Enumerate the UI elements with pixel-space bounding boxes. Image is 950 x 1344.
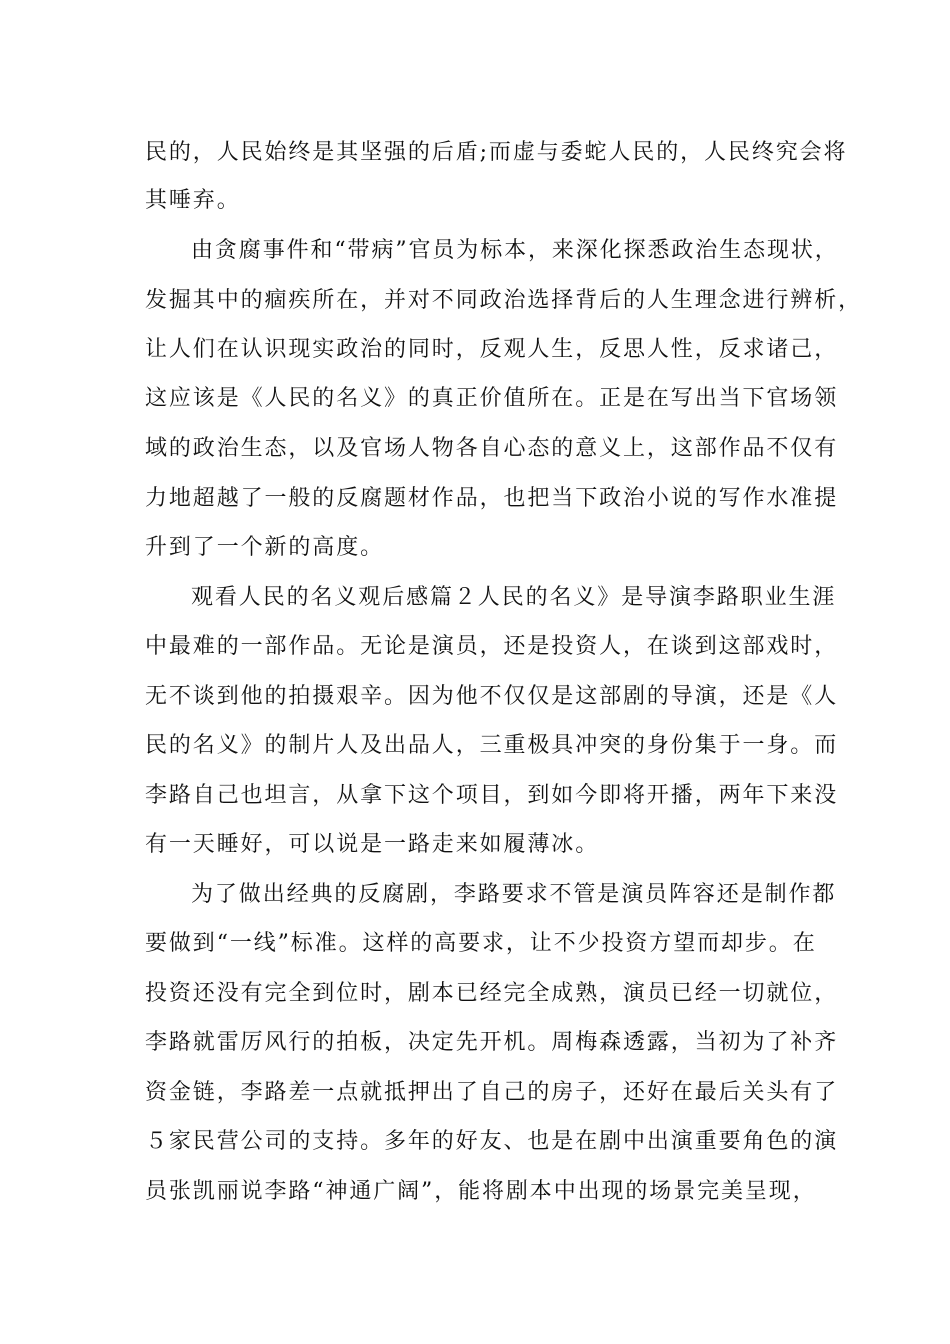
text-line: 投资还没有完全到位时，剧本已经完全成熟，演员已经一切就位， [145,981,839,1006]
text-line: 力地超越了一般的反腐题材作品，也把当下政治小说的写作水准提 [145,486,839,511]
text-line: 升到了一个新的高度。 [145,535,385,560]
paragraph-first-line: 为了做出经典的反腐剧，李路要求不管是演员阵容还是制作都 [191,882,837,907]
paragraph-first-line: 由贪腐事件和“带病”官员为标本，来深化探悉政治生态现状， [191,238,839,263]
paragraph-first-line: 观看人民的名义观后感篇２人民的名义》是导演李路职业生涯 [191,585,837,610]
text-line: 资金链，李路差一点就抵押出了自己的房子，还好在最后关头有了 [145,1080,839,1105]
text-line: 要做到“一线”标准。这样的高要求，让不少投资方望而却步。在 [145,931,817,956]
text-line: 域的政治生态，以及官场人物各自心态的意义上，这部作品不仅有 [145,436,839,461]
text-line: 这应该是《人民的名义》的真正价值所在。正是在写出当下官场领 [145,386,839,411]
text-line: 民的，人民始终是其坚强的后盾;而虚与委蛇人民的，人民终究会将 [145,140,848,165]
text-line: ５家民营公司的支持。多年的好友、也是在剧中出演重要角色的演 [145,1129,839,1154]
text-line: 民的名义》的制片人及出品人，三重极具冲突的身份集于一身。而 [145,733,839,758]
text-line: 让人们在认识现实政治的同时，反观人生，反思人性，反求诸己， [145,337,839,362]
text-line: 李路就雷厉风行的拍板，决定先开机。周梅森透露，当初为了补齐 [145,1030,839,1055]
text-line: 员张凯丽说李路“神通广阔”，能将剧本中出现的场景完美呈现， [145,1179,817,1204]
text-line: 无不谈到他的拍摄艰辛。因为他不仅仅是这部剧的导演，还是《人 [145,684,839,709]
text-line: 有一天睡好，可以说是一路走来如履薄冰。 [145,832,600,857]
text-line: 发掘其中的痼疾所在，并对不同政治选择背后的人生理念进行辨析， [145,288,863,313]
text-line: 李路自己也坦言，从拿下这个项目，到如今即将开播，两年下来没 [145,783,839,808]
text-line: 中最难的一部作品。无论是演员，还是投资人，在谈到这部戏时， [145,634,839,659]
text-line: 其唾弃。 [145,188,241,213]
